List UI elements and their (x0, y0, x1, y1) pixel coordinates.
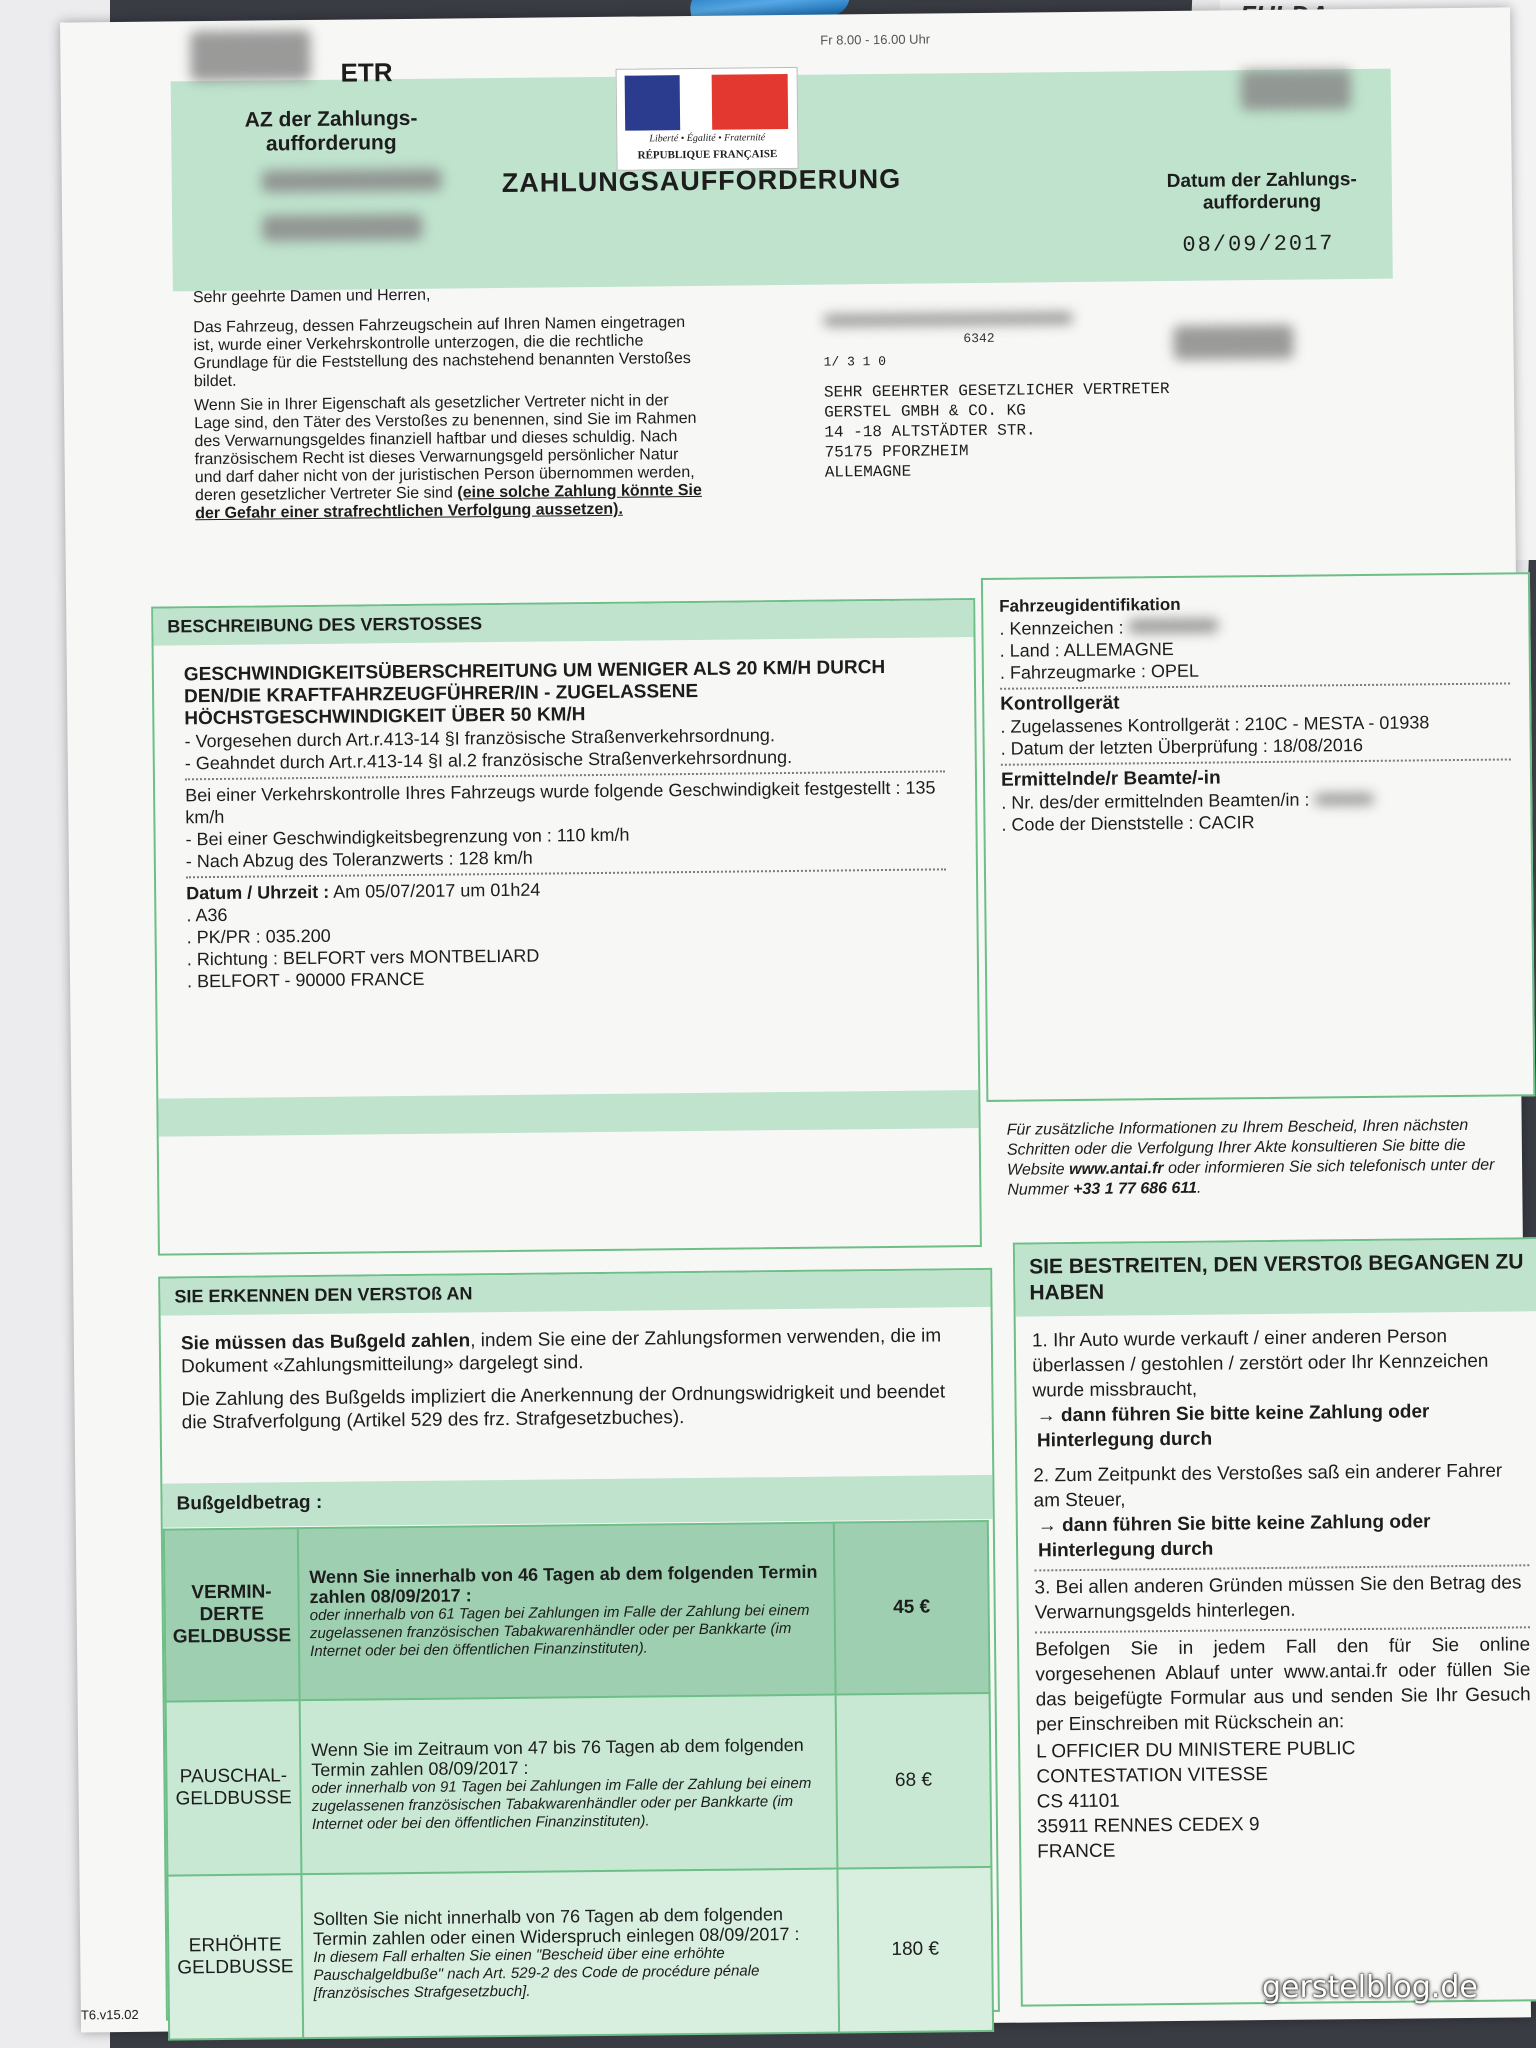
location-details (186, 868, 947, 996)
reference-label: AZ der Zahlungs- aufforderung (244, 106, 418, 156)
table-row (166, 1693, 992, 1876)
speed-limit: - Bei einer Geschwindigkeitsbegrenzung von : 110 km/h (185, 824, 630, 850)
fine-type: VERMIN- DERTE GELDBUSSE (164, 1528, 300, 1701)
violation-heading: BESCHREIBUNG DES VERSTOSSES (153, 600, 973, 646)
redacted-block (190, 30, 311, 81)
violation-law-2: - Geahndet durch Art.r.413-14 §I al.2 französische Straßenverkehrsordnung. (184, 746, 793, 774)
intro-text (193, 314, 705, 529)
accept-heading: SIE ERKENNEN DEN VERSTOß AN (160, 1270, 990, 1316)
speed-measured: Bei einer Verkehrskontrolle Ihres Fahrzeugs wurde folgende Geschwindigkeit festgestellt : 135 km/h (185, 777, 936, 828)
vehicle-heading: Fahrzeugidentifikation (999, 594, 1181, 616)
intro-paragraph-1: Das Fahrzeug, dessen Fahrzeugschein auf Ihren Namen eingetragen ist, wurde einer Verkehrskontrolle unterzogen, die die rechtliche Grundlage für die Feststellung des nachstehend benannten Verstoßes bildet. (193, 314, 691, 391)
violation-title: GESCHWINDIGKEITSÜBERSCHREITUNG UM WENIGER ALS 20 KM/H DURCH DEN/DIE KRAFTFAHRZEUGFÜHRER/IN - ZUGELASSENE HÖCHSTGESCHWINDIGKEIT ÜBER 50 KM/H (183, 656, 886, 730)
info-website[interactable]: www.antai.fr (1068, 1160, 1164, 1179)
address-code-line: 1/ 3 1 0 (823, 353, 887, 370)
accept-box (158, 1268, 1000, 2021)
redacted-reference-2 (262, 214, 422, 242)
fine-note: oder innerhalb von 91 Tagen bei Zahlungen im Falle der Zahlung bei einem zugelassenen französischen Tabakwarenhändler oder per Bankkarte (im Internet oder bei den öffentlichen Finanzinstituten). (311, 1774, 812, 1834)
fine-description (301, 1869, 839, 2039)
accept-implication: Die Zahlung des Bußgelds impliziert die Anerkennung der Ordnungswidrigkeit und beendet die Strafverfolgung (Artikel 529 des frz. Strafgesetzbuches). (181, 1381, 946, 1434)
contest-case-1-action: → dann führen Sie bitte keine Zahlung oder Hinterlegung durch (1036, 1401, 1430, 1452)
fine-type: ERHÖHTE GELDBUSSE (167, 1874, 303, 2039)
fine-lead: Wenn Sie im Zeitraum von 47 bis 76 Tagen ab dem folgenden Termin zahlen 08/09/2017 : (311, 1734, 804, 1781)
violation-footer-band (158, 1090, 978, 1137)
intro-paragraph-2-text: Wenn Sie in Ihrer Eigenschaft als gesetzlicher Vertreter nicht in der Lage sind, den Täter des Verstoßes zu benennen, sind Sie im Rahmen des Verwarnungsgeldes finanziell haftbar und dieses schuldig. Nach französischem Recht ist dieses Verwarnungsgeld persönlicher Natur und darf daher nicht von der juristischen Person übernommen werden, deren gesetzlicher Vertreter Sie sind (193, 392, 697, 505)
contest-case-2 (1033, 1454, 1529, 1569)
emblem-name: RÉPUBLIQUE FRANÇAISE (637, 148, 778, 162)
watermark: gerstelblog.de (1262, 1970, 1478, 2005)
contest-case-1 (1032, 1319, 1528, 1459)
vehicle-body (999, 586, 1512, 835)
fine-amount: 180 € (837, 1867, 993, 2033)
contest-case-2-text: 2. Zum Zeitpunkt des Verstoßes saß ein anderer Fahrer am Steuer, (1033, 1460, 1503, 1512)
violation-box (151, 598, 982, 1256)
fine-table (163, 1520, 994, 2041)
datetime-value: Am 05/07/2017 um 01h24 (333, 879, 541, 902)
device-last-check: . Datum der letzten Überprüfung : 18/08/2016 (1000, 734, 1364, 759)
redacted-block-address (1173, 325, 1293, 360)
address-ref-suffix: 6342 (963, 330, 995, 347)
salutation: Sehr geehrte Damen und Herren, (192, 286, 431, 307)
contest-recipient: L OFFICIER DU MINISTERE PUBLIC CONTESTATION VITESSE CS 41101 35911 RENNES CEDEX 9 FRANCE (1036, 1738, 1356, 1863)
officer-heading: Ermittelnde/r Beamte/-in (1000, 767, 1221, 791)
speed-details (185, 770, 946, 876)
fine-amount: 45 € (834, 1521, 990, 1695)
accept-must-pay (181, 1324, 971, 1378)
emblem-motto: Liberté • Égalité • Fraternité (649, 132, 766, 145)
place: . BELFORT - 90000 FRANCE (186, 968, 425, 992)
direction: . Richtung : BELFORT vers MONTBELIARD (186, 945, 540, 970)
fine-amount: 68 € (836, 1693, 992, 1869)
date-value: 08/09/2017 (1182, 231, 1335, 258)
fine-description (300, 1695, 838, 1875)
recipient-address: SEHR GEEHRTER GESETZLICHER VERTRETER GERSTEL GMBH & CO. KG 14 -18 ALTSTÄDTER STR. 75175 PFORZHEIM ALLEMAGNE (823, 379, 1170, 482)
road: . A36 (186, 904, 228, 926)
contest-case-2-action: → dann führen Sie bitte keine Zahlung oder Hinterlegung durch (1037, 1511, 1431, 1562)
vehicle-country: . Land : ALLEMAGNE (999, 638, 1174, 661)
opening-hours: Fr 8.00 - 16.00 Uhr (820, 31, 931, 48)
accept-body (181, 1324, 972, 1444)
info-end: . (1196, 1179, 1202, 1197)
officer-number-label: . Nr. des/der ermittelnden Beamten/in : (1001, 789, 1310, 813)
contest-box (1013, 1237, 1536, 2006)
fine-note: In diesem Fall erhalten Sie einen "Bescheid über eine erhöhte Pauschalgeldbuße" nach Art. 529-2 des Code de procédure pénale [französisches Strafgesetzbuch]. (313, 1944, 760, 2003)
fine-lead: Sollten Sie nicht innerhalb von 76 Tagen ab dem folgenden Termin zahlen oder einen Widerspruch einlegen 08/09/2017 : (312, 1904, 800, 1950)
office-code: . Code der Dienststelle : CACIR (1001, 812, 1255, 835)
contest-case-3-text: 3. Bei allen anderen Gründen müssen Sie den Betrag des Verwarnungsgelds hinterlegen. (1034, 1572, 1522, 1624)
fine-amount-heading: Bußgeldbetrag : (162, 1475, 992, 1528)
redacted-plate (1128, 618, 1218, 633)
accept-must-pay-bold: Sie müssen das Bußgeld zahlen (180, 1330, 471, 1355)
device-heading: Kontrollgerät (1000, 692, 1120, 715)
contest-case-3 (1034, 1564, 1530, 1631)
redacted-reference (262, 169, 442, 193)
table-row (164, 1521, 990, 1702)
intro-warning: (eine solche Zahlung könnte Sie der Gefahr einer strafrechtlichen Verfolgung aussetzen). (195, 481, 702, 523)
contest-follow: Befolgen Sie in jedem Fall den für Sie online vorgesehenen Ablauf unter www.antai.fr oder füllen Sie das beigefügte Formular aus und senden Sie Ihr Gesuch per Einschreiben mit Rückschein an: (1035, 1634, 1531, 1736)
fine-type: PAUSCHAL- GELDBUSSE (166, 1700, 302, 1875)
vehicle-box (981, 572, 1535, 1102)
info-text-1: Für zusätzliche Informationen zu Ihrem Bescheid, Ihren nächsten Schritten oder die Verfolgung Ihrer Akte konsultieren Sie bitte die Website (1006, 1116, 1469, 1179)
republique-francaise-emblem (616, 67, 799, 171)
fine-note: oder innerhalb von 61 Tagen bei Zahlungen im Falle der Zahlung bei einem zugelassenen französischen Tabakwarenhändler oder per Bankkarte (im Internet oder bei den öffentlichen Finanzinstituten). (309, 1601, 810, 1661)
info-text-2: oder informieren Sie sich telefonisch unter der Nummer (1007, 1156, 1495, 1199)
emblem-blue-field (625, 75, 681, 131)
info-phone: +33 1 77 686 611 (1073, 1179, 1198, 1199)
emblem-red-field (712, 74, 789, 130)
etr-label: ETR (340, 57, 393, 88)
device-info: . Zugelassenes Kontrollgerät : 210C - MESTA - 01938 (1000, 712, 1430, 737)
vehicle-make: . Fahrzeugmarke : OPEL (999, 660, 1200, 683)
vehicle-plate-label: . Kennzeichen : (999, 617, 1124, 639)
redacted-ref-line (823, 312, 1073, 327)
redacted-officer (1314, 793, 1374, 806)
document-title: ZAHLUNGSAUFFORDERUNG (501, 163, 902, 198)
accept-must-pay-rest: , indem Sie eine der Zahlungsformen verwenden, die im Dokument «Zahlungsmitteilung» dargelegt sind. (181, 1325, 942, 1378)
pk-pr: . PK/PR : 035.200 (186, 925, 331, 948)
date-label: Datum der Zahlungs- aufforderung (1166, 169, 1357, 214)
datetime-label: Datum / Uhrzeit : (186, 881, 330, 904)
violation-law-1: - Vorgesehen durch Art.r.413-14 §I französische Straßenverkehrsordnung. (184, 725, 775, 752)
speed-after-tolerance: - Nach Abzug des Toleranzwerts : 128 km/h (185, 847, 533, 872)
contest-body (1032, 1319, 1533, 1870)
contest-case-1-text: 1. Ihr Auto wurde verkauft / einer anderen Person überlassen / gestohlen / zerstört oder Ihr Kennzeichen wurde missbraucht, (1031, 1326, 1489, 1402)
contest-heading: SIE BESTREITEN, DEN VERSTOß BEGANGEN ZU HABEN (1015, 1239, 1536, 1316)
violation-description (184, 652, 945, 778)
fine-description (298, 1523, 836, 1701)
version-label: T6.v15.02 (80, 2006, 139, 2023)
intro-paragraph-2 (194, 392, 705, 523)
payment-request-document (60, 7, 1531, 2032)
fine-lead: Wenn Sie innerhalb von 46 Tagen ab dem folgenden Termin zahlen 08/09/2017 : (309, 1561, 818, 1608)
violation-body (184, 652, 947, 996)
redacted-block-right (1241, 69, 1351, 110)
contest-instructions (1035, 1626, 1532, 1870)
table-row (167, 1867, 993, 2040)
info-text (1007, 1115, 1528, 1200)
